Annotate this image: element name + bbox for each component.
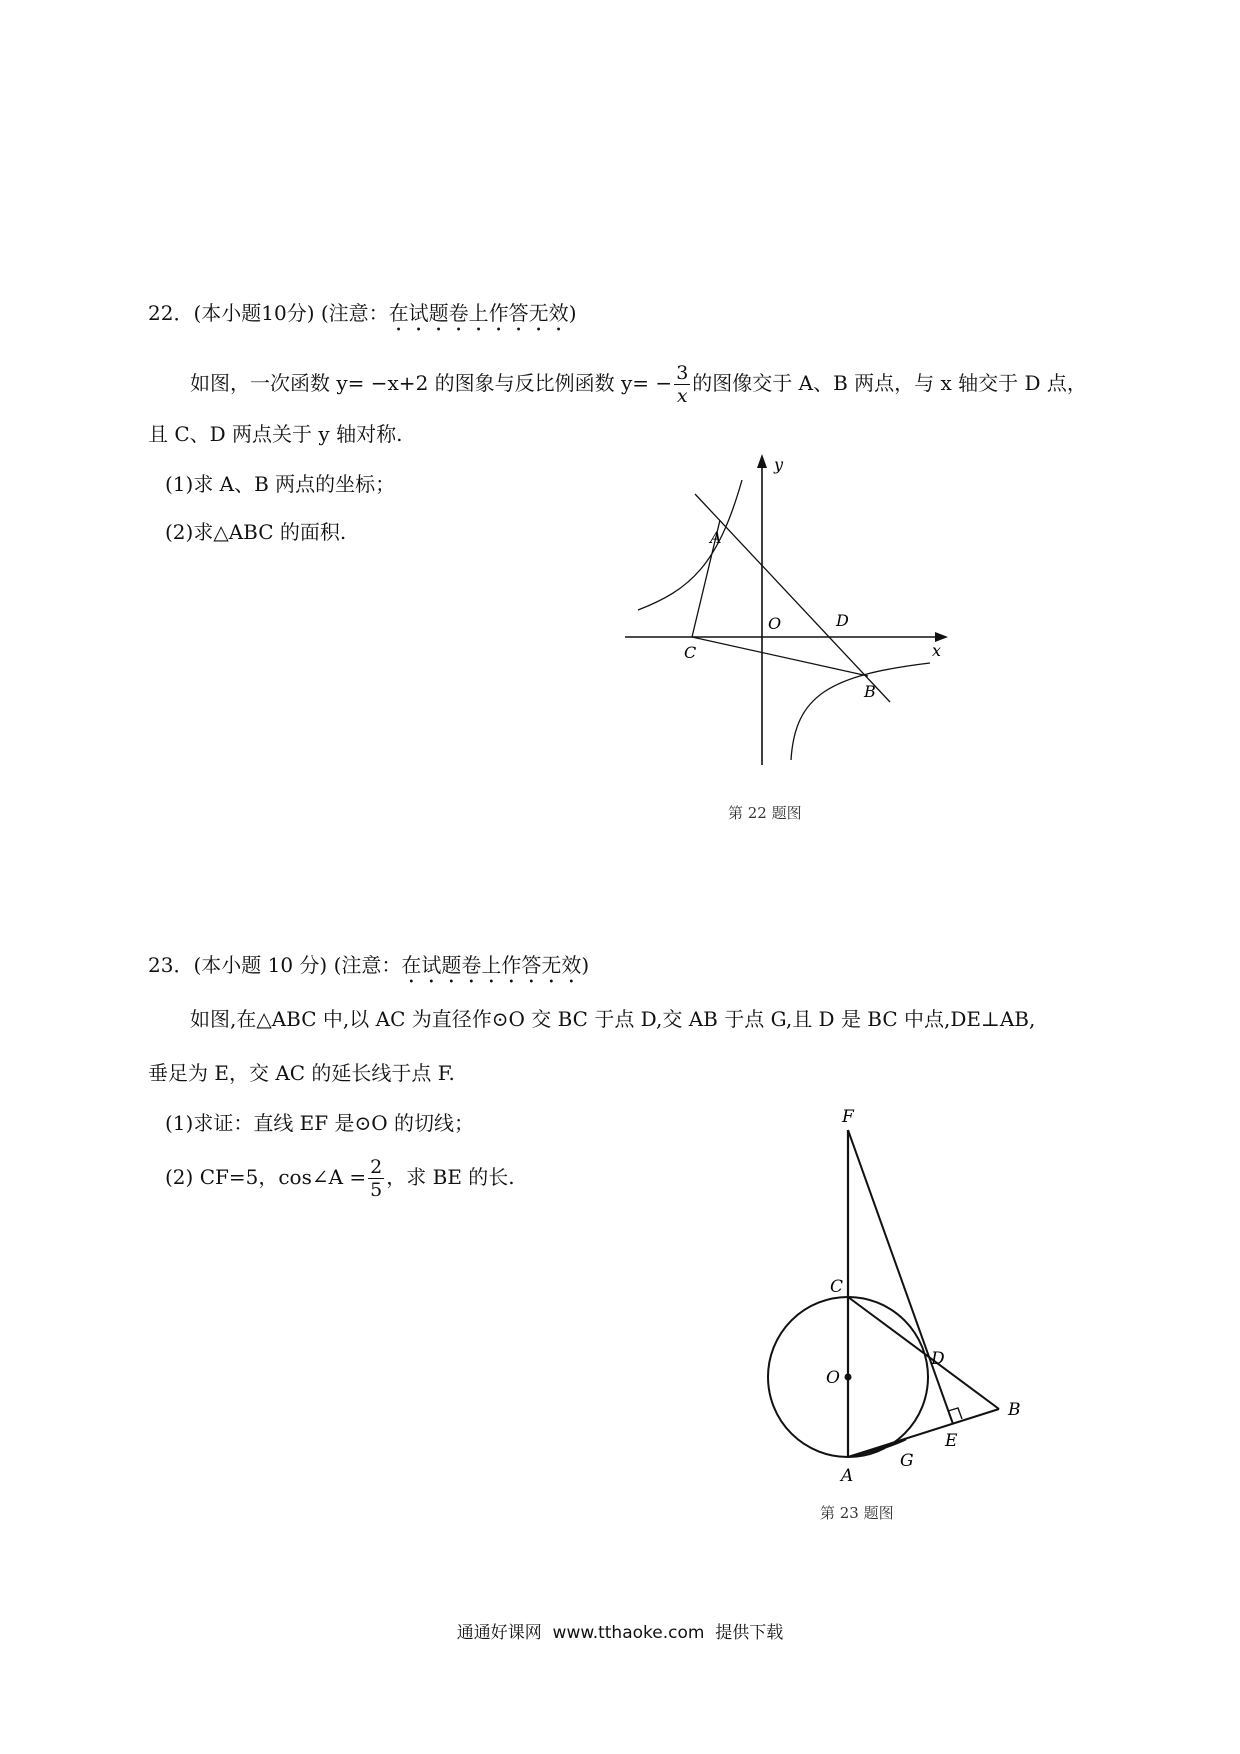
q23-label-B: B: [1008, 1400, 1021, 1420]
q23-subquestion-2: [165, 1156, 515, 1201]
q23-label-G: G: [900, 1451, 914, 1471]
q23-label-A: A: [841, 1466, 854, 1486]
q23-fraction-numerator: 2: [370, 1156, 383, 1178]
q23-figure-caption: 第 23 题图: [820, 1504, 894, 1522]
q23-segment-AB: [848, 1409, 999, 1457]
page-footer: 通通好课网 www.tthaoke.com 提供下载: [456, 1623, 784, 1643]
q22-figure-caption: 第 22 题图: [728, 804, 802, 822]
q23-figure: [740, 1100, 1040, 1520]
q22-subquestion-2: (2)求△ABC 的面积.: [165, 520, 347, 544]
q22-label-O: O: [768, 614, 782, 633]
q22-note-emphasis: 在试题卷上作答无效: [388, 301, 569, 325]
q23-segment-CB: [848, 1297, 999, 1409]
q22-label-x: x: [932, 641, 942, 660]
q23-subquestion-1: (1)求证：直线 EF 是⊙O 的切线；: [165, 1111, 475, 1135]
q23-label-D: D: [931, 1349, 945, 1369]
q23-problem-line2: 垂足为 E，交 AC 的延长线于点 F.: [148, 1061, 455, 1085]
q22-label-D: D: [836, 611, 849, 630]
q23-note-emphasis: 在试题卷上作答无效: [401, 953, 582, 977]
q22-segment-CB: [692, 637, 868, 676]
q23-label-C: C: [830, 1277, 844, 1297]
q22-y-arrow-icon: [757, 454, 767, 468]
q23-label-E: E: [945, 1431, 958, 1451]
q23-fraction-denominator: 5: [370, 1179, 383, 1201]
q23-note-close: ): [581, 953, 590, 977]
q23-sub2-part1: (2) CF=5，cos∠A =: [165, 1165, 367, 1189]
q22-label-B: B: [864, 682, 876, 701]
q23-label-F: F: [842, 1107, 854, 1127]
q23-line-FE: [848, 1130, 953, 1424]
q22-fraction-numerator: 3: [676, 362, 689, 384]
q22-problem-line2: 且 C、D 两点关于 y 轴对称.: [148, 422, 403, 446]
q22-problem-line1: [190, 362, 1087, 407]
q22-linear-function-line: [695, 494, 890, 702]
q23-sub2-part2: ，求 BE 的长.: [386, 1165, 515, 1189]
q23-note-open: (注意：: [327, 953, 402, 977]
q22-subquestion-1: (1)求 A、B 两点的坐标；: [165, 472, 396, 496]
q22-label-y: y: [774, 455, 784, 474]
q23-fraction: [368, 1156, 384, 1201]
q23-problem-line1: 如图,在△ABC 中,以 AC 为直径作⊙O 交 BC 于点 D,交 AB 于点 G,且 D 是 BC 中点,DE⊥AB,: [190, 1007, 1036, 1031]
q22-hyperbola-branch-left: [638, 480, 742, 610]
q23-header-line: [148, 951, 589, 988]
q22-line1-part2: 的图像交于 A、B 两点，与 x 轴交于 D 点，: [692, 371, 1087, 395]
q22-note-open: (注意：: [314, 301, 389, 325]
q22-number: 22．(本小题10分): [148, 301, 315, 325]
q22-label-C: C: [684, 643, 697, 662]
q22-line1-part1: 如图，一次函数 y= −x+2 的图象与反比例函数 y= −: [190, 371, 673, 395]
q22-hyperbola-branch-right: [791, 663, 930, 760]
q22-fraction-denominator: x: [676, 385, 688, 407]
q22-note-close: ): [568, 301, 577, 325]
q22-header-line: [148, 299, 577, 336]
q22-label-A: A: [710, 528, 722, 547]
q22-fraction: [674, 362, 690, 407]
q23-label-O: O: [826, 1368, 840, 1388]
q22-figure: [600, 440, 980, 820]
q23-number: 23．(本小题 10 分): [148, 953, 328, 977]
q23-center-point: [845, 1374, 852, 1381]
